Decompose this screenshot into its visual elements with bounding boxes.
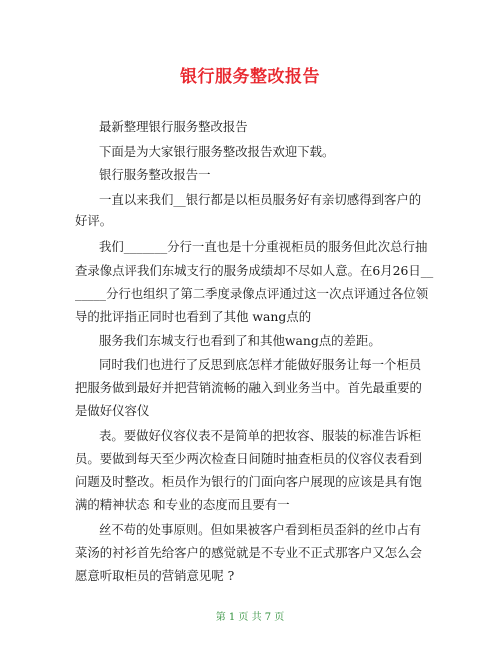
document-title: 银行服务整改报告 bbox=[180, 67, 320, 87]
paragraph-line: 好评。 bbox=[75, 213, 113, 228]
paragraph-line: 银行服务整改报告一 bbox=[99, 167, 211, 182]
paragraph-line: 同时我们也进行了反思到底怎样才能做好服务让每一个柜员 bbox=[99, 357, 422, 372]
paragraph-line: 问题及时整改。柜员作为银行的门面向客户展现的应该是具有饱 bbox=[75, 474, 422, 489]
paragraph-line: 表。要做好仪容仪表不是简单的把妆容、服装的标准告诉柜 bbox=[99, 428, 422, 443]
paragraph-line: 下面是为大家银行服务整改报告欢迎下载。 bbox=[99, 144, 335, 159]
paragraph-line: 愿意听取柜员的营销意见呢 ? bbox=[75, 568, 235, 583]
paragraph-line: 员。要做到每天至少两次检查日间随时抽查柜员的仪容仪表看到 bbox=[75, 451, 422, 466]
paragraph-line: _____分行也组织了第二季度录像点评通过这一次点评通过各位领 bbox=[75, 286, 429, 301]
paragraph-line: 查录像点评我们东城支行的服务成绩却不尽如人意。在6月26日__ bbox=[75, 263, 434, 278]
paragraph-line: 菜汤的衬衫首先给客户的感觉就是不专业不正式那客户又怎么会 bbox=[75, 545, 422, 560]
paragraph-line: 导的批评指正同时也看到了其他 wang点的 bbox=[75, 309, 312, 324]
paragraph-line: 服务我们东城支行也看到了和其他wang点的差距。 bbox=[99, 333, 381, 348]
paragraph-line: 一直以来我们__银行都是以柜员服务好有亲切感得到客户的 bbox=[99, 192, 422, 207]
paragraph-line: 把服务做到最好并把营销流畅的融入到业务当中。首先最重要的 bbox=[75, 380, 422, 395]
paragraph-line: 我们_______分行一直也是十分重视柜员的服务但此次总行抽 bbox=[99, 239, 428, 254]
paragraph-line: 丝不苟的处事原则。但如果被客户看到柜员歪斜的丝巾占有 bbox=[99, 522, 422, 537]
paragraph-line: 是做好仪容仪 bbox=[75, 403, 150, 418]
paragraph-line: 最新整理银行服务整改报告 bbox=[99, 119, 248, 134]
page-footer: 第 1 页 共 7 页 bbox=[215, 612, 285, 623]
paragraph-line: 满的精神状态 和专业的态度而且要有一 bbox=[75, 497, 290, 512]
